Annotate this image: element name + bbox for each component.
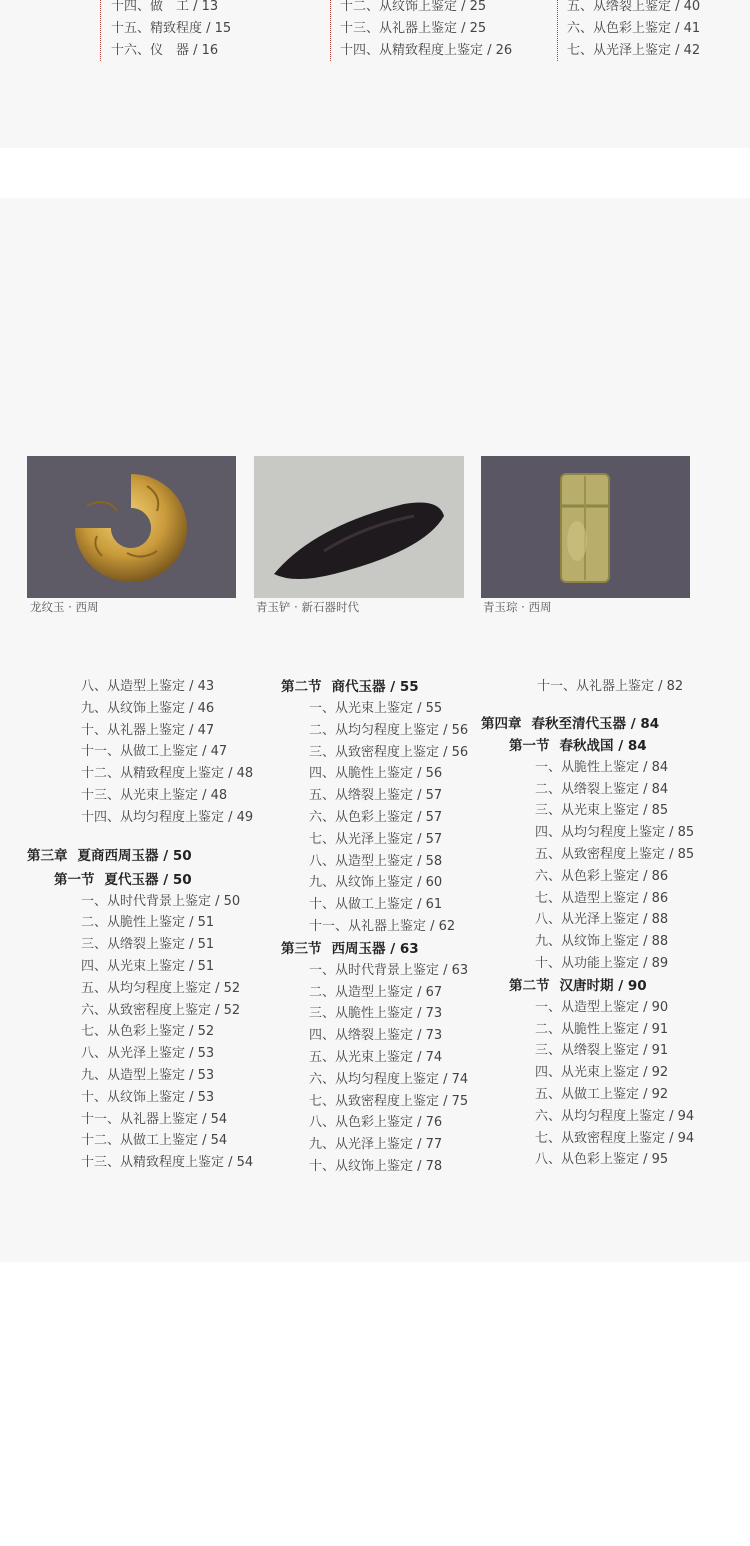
toc-item: 九、从造型上鉴定 / 53 — [81, 1067, 215, 1083]
toc-item: 十、从纹饰上鉴定 / 53 — [81, 1089, 215, 1105]
photo-caption: 龙纹玉 · 西周 — [30, 600, 99, 614]
toc-item: 五、从致密程度上鉴定 / 85 — [535, 846, 695, 862]
toc-item: 十、从礼器上鉴定 / 47 — [81, 722, 215, 738]
photo-caption: 青玉铲 · 新石器时代 — [256, 600, 359, 614]
toc-item: 六、从均匀程度上鉴定 / 94 — [535, 1108, 695, 1124]
toc-item: 七、从色彩上鉴定 / 52 — [81, 1024, 215, 1040]
top-toc-column-3 — [557, 0, 700, 61]
toc-item: 一、从时代背景上鉴定 / 50 — [81, 893, 241, 909]
toc-item: 十四、从精致程度上鉴定 / 26 — [340, 42, 513, 58]
toc-item-group — [81, 676, 257, 829]
toc-item-group — [535, 757, 721, 975]
toc-column-3 — [481, 676, 721, 1171]
section-title: 汉唐时期 / 90 — [559, 977, 647, 994]
toc-item-group — [535, 997, 721, 1171]
toc-item: 七、从致密程度上鉴定 / 94 — [535, 1130, 695, 1146]
toc-item: 十、从功能上鉴定 / 89 — [535, 955, 669, 971]
toc-item: 三、从致密程度上鉴定 / 56 — [309, 744, 469, 760]
chapter-title: 夏商西周玉器 / 50 — [77, 847, 192, 864]
toc-item: 三、从绺裂上鉴定 / 51 — [81, 937, 215, 953]
top-toc-column-1 — [100, 0, 231, 61]
toc-item: 十、从做工上鉴定 / 61 — [309, 897, 443, 913]
toc-item: 七、从光泽上鉴定 / 57 — [309, 831, 443, 847]
toc-item-group — [81, 891, 257, 1174]
toc-item: 九、从光泽上鉴定 / 77 — [309, 1137, 443, 1153]
toc-item: 十四、从均匀程度上鉴定 / 49 — [81, 809, 254, 825]
chapter-label: 第三章 — [27, 847, 68, 864]
toc-item: 一、从脆性上鉴定 / 84 — [535, 759, 669, 775]
dragon-jade-disc-icon — [27, 456, 236, 598]
chapter-heading — [481, 713, 721, 735]
section-heading — [281, 676, 506, 698]
toc-item: 十三、从礼器上鉴定 / 25 — [340, 20, 487, 36]
toc-item: 六、从致密程度上鉴定 / 52 — [81, 1002, 241, 1018]
toc-item: 四、从均匀程度上鉴定 / 85 — [535, 825, 695, 841]
toc-item: 五、从绺裂上鉴定 / 40 — [567, 0, 701, 14]
toc-item: 十、从纹饰上鉴定 / 78 — [309, 1158, 443, 1174]
toc-item: 八、从光泽上鉴定 / 88 — [535, 912, 669, 928]
section-heading — [509, 975, 721, 997]
photo-caption: 青玉琮 · 西周 — [483, 600, 552, 614]
section-heading — [54, 869, 257, 891]
toc-item: 八、从光泽上鉴定 / 53 — [81, 1046, 215, 1062]
toc-item: 七、从致密程度上鉴定 / 75 — [309, 1093, 469, 1109]
toc-item: 四、从脆性上鉴定 / 56 — [309, 766, 443, 782]
toc-item: 八、从色彩上鉴定 / 95 — [535, 1152, 669, 1168]
previous-page-fragment — [0, 0, 750, 148]
toc-item-group — [309, 698, 506, 938]
section-title: 春秋战国 / 84 — [559, 737, 647, 754]
toc-item: 九、从纹饰上鉴定 / 88 — [535, 934, 669, 950]
toc-item: 二、从造型上鉴定 / 67 — [309, 984, 443, 1000]
photo-jade-cong — [481, 456, 690, 598]
toc-item: 一、从时代背景上鉴定 / 63 — [309, 962, 469, 978]
toc-item: 一、从造型上鉴定 / 90 — [535, 999, 669, 1015]
photo-dragon-jade — [27, 456, 236, 598]
toc-item: 八、从色彩上鉴定 / 76 — [309, 1115, 443, 1131]
toc-item: 六、从色彩上鉴定 / 86 — [535, 868, 669, 884]
toc-item: 十二、从做工上鉴定 / 54 — [81, 1133, 228, 1149]
jade-shovel-icon — [254, 456, 464, 598]
chapter-label: 第四章 — [481, 715, 522, 732]
toc-item: 二、从脆性上鉴定 / 51 — [81, 915, 215, 931]
toc-item: 六、从色彩上鉴定 / 57 — [309, 809, 443, 825]
toc-item-group — [517, 676, 721, 698]
chapter-title: 春秋至清代玉器 / 84 — [531, 715, 660, 732]
section-heading — [281, 938, 506, 960]
toc-item: 十二、从精致程度上鉴定 / 48 — [81, 766, 254, 782]
toc-item: 二、从均匀程度上鉴定 / 56 — [309, 722, 469, 738]
toc-item: 三、从光束上鉴定 / 85 — [535, 803, 669, 819]
section-label: 第三节 — [281, 940, 322, 957]
top-toc-column-2 — [330, 0, 512, 61]
toc-item: 四、从光束上鉴定 / 92 — [535, 1065, 669, 1081]
toc-item: 十六、仪 器 / 16 — [111, 42, 219, 58]
toc-item: 十二、从纹饰上鉴定 / 25 — [340, 0, 487, 14]
toc-item: 九、从纹饰上鉴定 / 60 — [309, 875, 443, 891]
section-title: 夏代玉器 / 50 — [104, 871, 192, 888]
toc-item: 四、从绺裂上鉴定 / 73 — [309, 1028, 443, 1044]
toc-item: 九、从纹饰上鉴定 / 46 — [81, 700, 215, 716]
toc-item: 五、从绺裂上鉴定 / 57 — [309, 788, 443, 804]
section-label: 第一节 — [509, 737, 550, 754]
toc-item: 四、从光束上鉴定 / 51 — [81, 958, 215, 974]
section-label: 第二节 — [281, 679, 322, 695]
toc-item: 八、从造型上鉴定 / 58 — [309, 853, 443, 869]
toc-item: 一、从光束上鉴定 / 55 — [309, 701, 443, 716]
toc-item: 五、从做工上鉴定 / 92 — [535, 1086, 669, 1102]
section-label: 第二节 — [509, 977, 550, 994]
toc-item-group — [309, 960, 506, 1178]
toc-item: 十一、从做工上鉴定 / 47 — [81, 744, 228, 760]
toc-item: 七、从光泽上鉴定 / 42 — [567, 42, 701, 58]
toc-item: 八、从造型上鉴定 / 43 — [81, 679, 215, 694]
toc-item: 六、从色彩上鉴定 / 41 — [567, 20, 701, 36]
section-title: 商代玉器 / 55 — [331, 679, 419, 695]
toc-column-2 — [281, 676, 506, 1178]
toc-item: 十一、从礼器上鉴定 / 82 — [537, 679, 684, 694]
toc-item: 十一、从礼器上鉴定 / 62 — [309, 918, 456, 934]
toc-item: 十三、从精致程度上鉴定 / 54 — [81, 1155, 254, 1171]
toc-item: 五、从均匀程度上鉴定 / 52 — [81, 980, 241, 996]
toc-column-1 — [27, 676, 257, 1174]
jade-cong-icon — [481, 456, 690, 598]
toc-item: 十四、做 工 / 13 — [111, 0, 219, 14]
toc-item: 二、从绺裂上鉴定 / 84 — [535, 781, 669, 797]
toc-item: 七、从造型上鉴定 / 86 — [535, 890, 669, 906]
section-heading — [509, 735, 721, 757]
toc-item: 三、从脆性上鉴定 / 73 — [309, 1006, 443, 1022]
photo-jade-shovel — [254, 456, 464, 598]
toc-item: 五、从光束上鉴定 / 74 — [309, 1049, 443, 1065]
toc-item: 十一、从礼器上鉴定 / 54 — [81, 1111, 228, 1127]
section-label: 第一节 — [54, 871, 95, 888]
toc-item: 十三、从光束上鉴定 / 48 — [81, 787, 228, 803]
toc-item: 六、从均匀程度上鉴定 / 74 — [309, 1071, 469, 1087]
toc-item: 十五、精致程度 / 15 — [111, 20, 232, 36]
toc-item: 二、从脆性上鉴定 / 91 — [535, 1021, 669, 1037]
chapter-heading — [27, 845, 257, 867]
section-title: 西周玉器 / 63 — [331, 940, 419, 957]
toc-item: 三、从绺裂上鉴定 / 91 — [535, 1043, 669, 1059]
